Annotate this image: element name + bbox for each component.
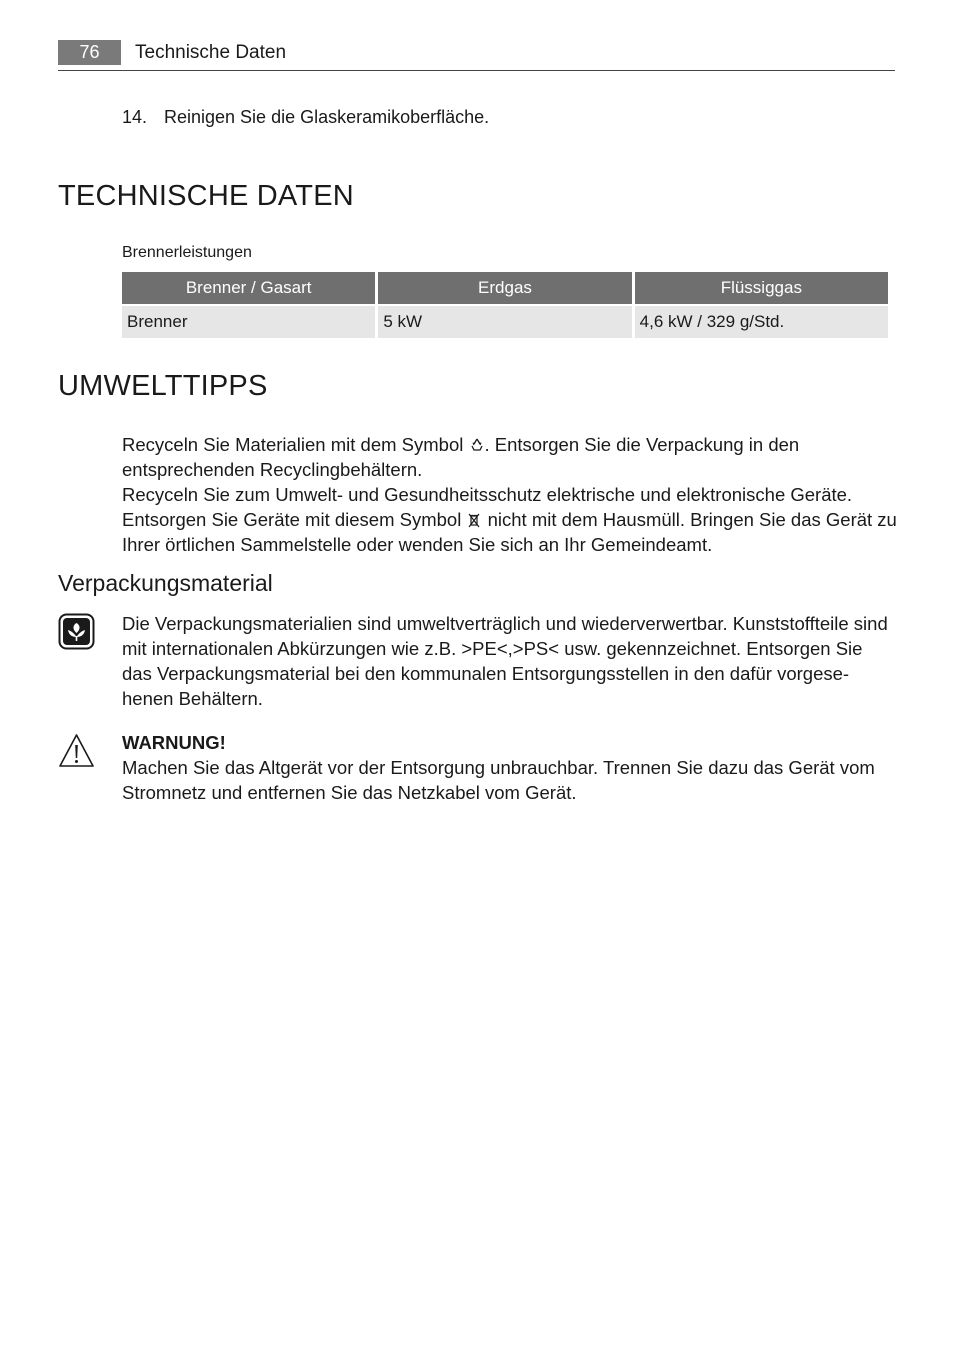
environment-leaf-icon <box>58 613 95 650</box>
text-span: Recyceln Sie Materialien mit dem Symbol <box>122 434 464 455</box>
packaging-paragraph: Die Verpackungsmaterialien sind umweltverträglich und wiederverwertbar. Kunststoffteile sind mit internationalen Abkürzungen wie z.B. >PE<,>PS< usw. gekennzeichnet. Entsorgen Sie das Verpackungsmaterial bei den kommunalen Entsorgungsstellen in den dafür vorgese-henen Behältern. <box>122 613 888 709</box>
section-title-technical: TECHNISCHE DATEN <box>58 180 354 212</box>
step-text: Reinigen Sie die Glaskeramikoberfläche. <box>164 107 490 127</box>
section-title-environment: UMWELTTIPPS <box>58 370 268 402</box>
column-header: Erdgas <box>378 272 631 306</box>
packaging-text <box>122 611 897 711</box>
environment-paragraph <box>122 432 897 482</box>
table-row <box>122 306 888 338</box>
page-number: 76 <box>58 40 121 65</box>
warning-triangle-icon <box>58 732 95 769</box>
environment-paragraph: Recyceln Sie zum Umwelt- und Gesundheitsschutz elektrische und elektronische Geräte. <box>122 484 853 505</box>
table-cell: 5 kW <box>378 306 631 338</box>
burner-table <box>119 272 891 338</box>
table-cell: 4,6 kW / 329 g/Std. <box>635 306 888 338</box>
crossed-bin-icon <box>466 512 482 528</box>
environment-paragraph <box>122 507 897 557</box>
text-span: nicht mit dem Hausmüll. Bringen Sie das Gerät zu Ihrer örtlichen Sammelstelle oder wenden Sie sich an Ihr Gemeindeamt. <box>122 509 897 555</box>
warning-text: Machen Sie das Altgerät vor der Entsorgung unbrauchbar. Trennen Sie dazu das Gerät vom Stromnetz und entfernen Sie das Netzkabel vom Gerät. <box>122 757 875 803</box>
step-item <box>122 105 489 129</box>
table-caption: Brennerleistungen <box>122 244 252 261</box>
environment-text <box>122 432 897 557</box>
text-span: Entsorgen Sie Geräte mit diesem Symbol <box>122 509 462 530</box>
table-cell: Brenner <box>122 306 375 338</box>
header-rule <box>58 70 895 71</box>
running-title: Technische Daten <box>135 42 287 63</box>
subsection-title-packaging: Verpackungsmaterial <box>58 570 273 596</box>
warning-label: WARNUNG! <box>122 732 226 753</box>
text-span: . Entsorgen Sie die Verpackung in den entsprechenden Recyclingbehältern. <box>122 434 800 480</box>
recycling-icon <box>469 437 485 453</box>
column-header: Flüssiggas <box>635 272 888 306</box>
column-header: Brenner / Gasart <box>122 272 375 306</box>
warning-block <box>122 730 897 805</box>
table-header-row <box>122 272 888 306</box>
step-number: 14. <box>122 107 148 127</box>
